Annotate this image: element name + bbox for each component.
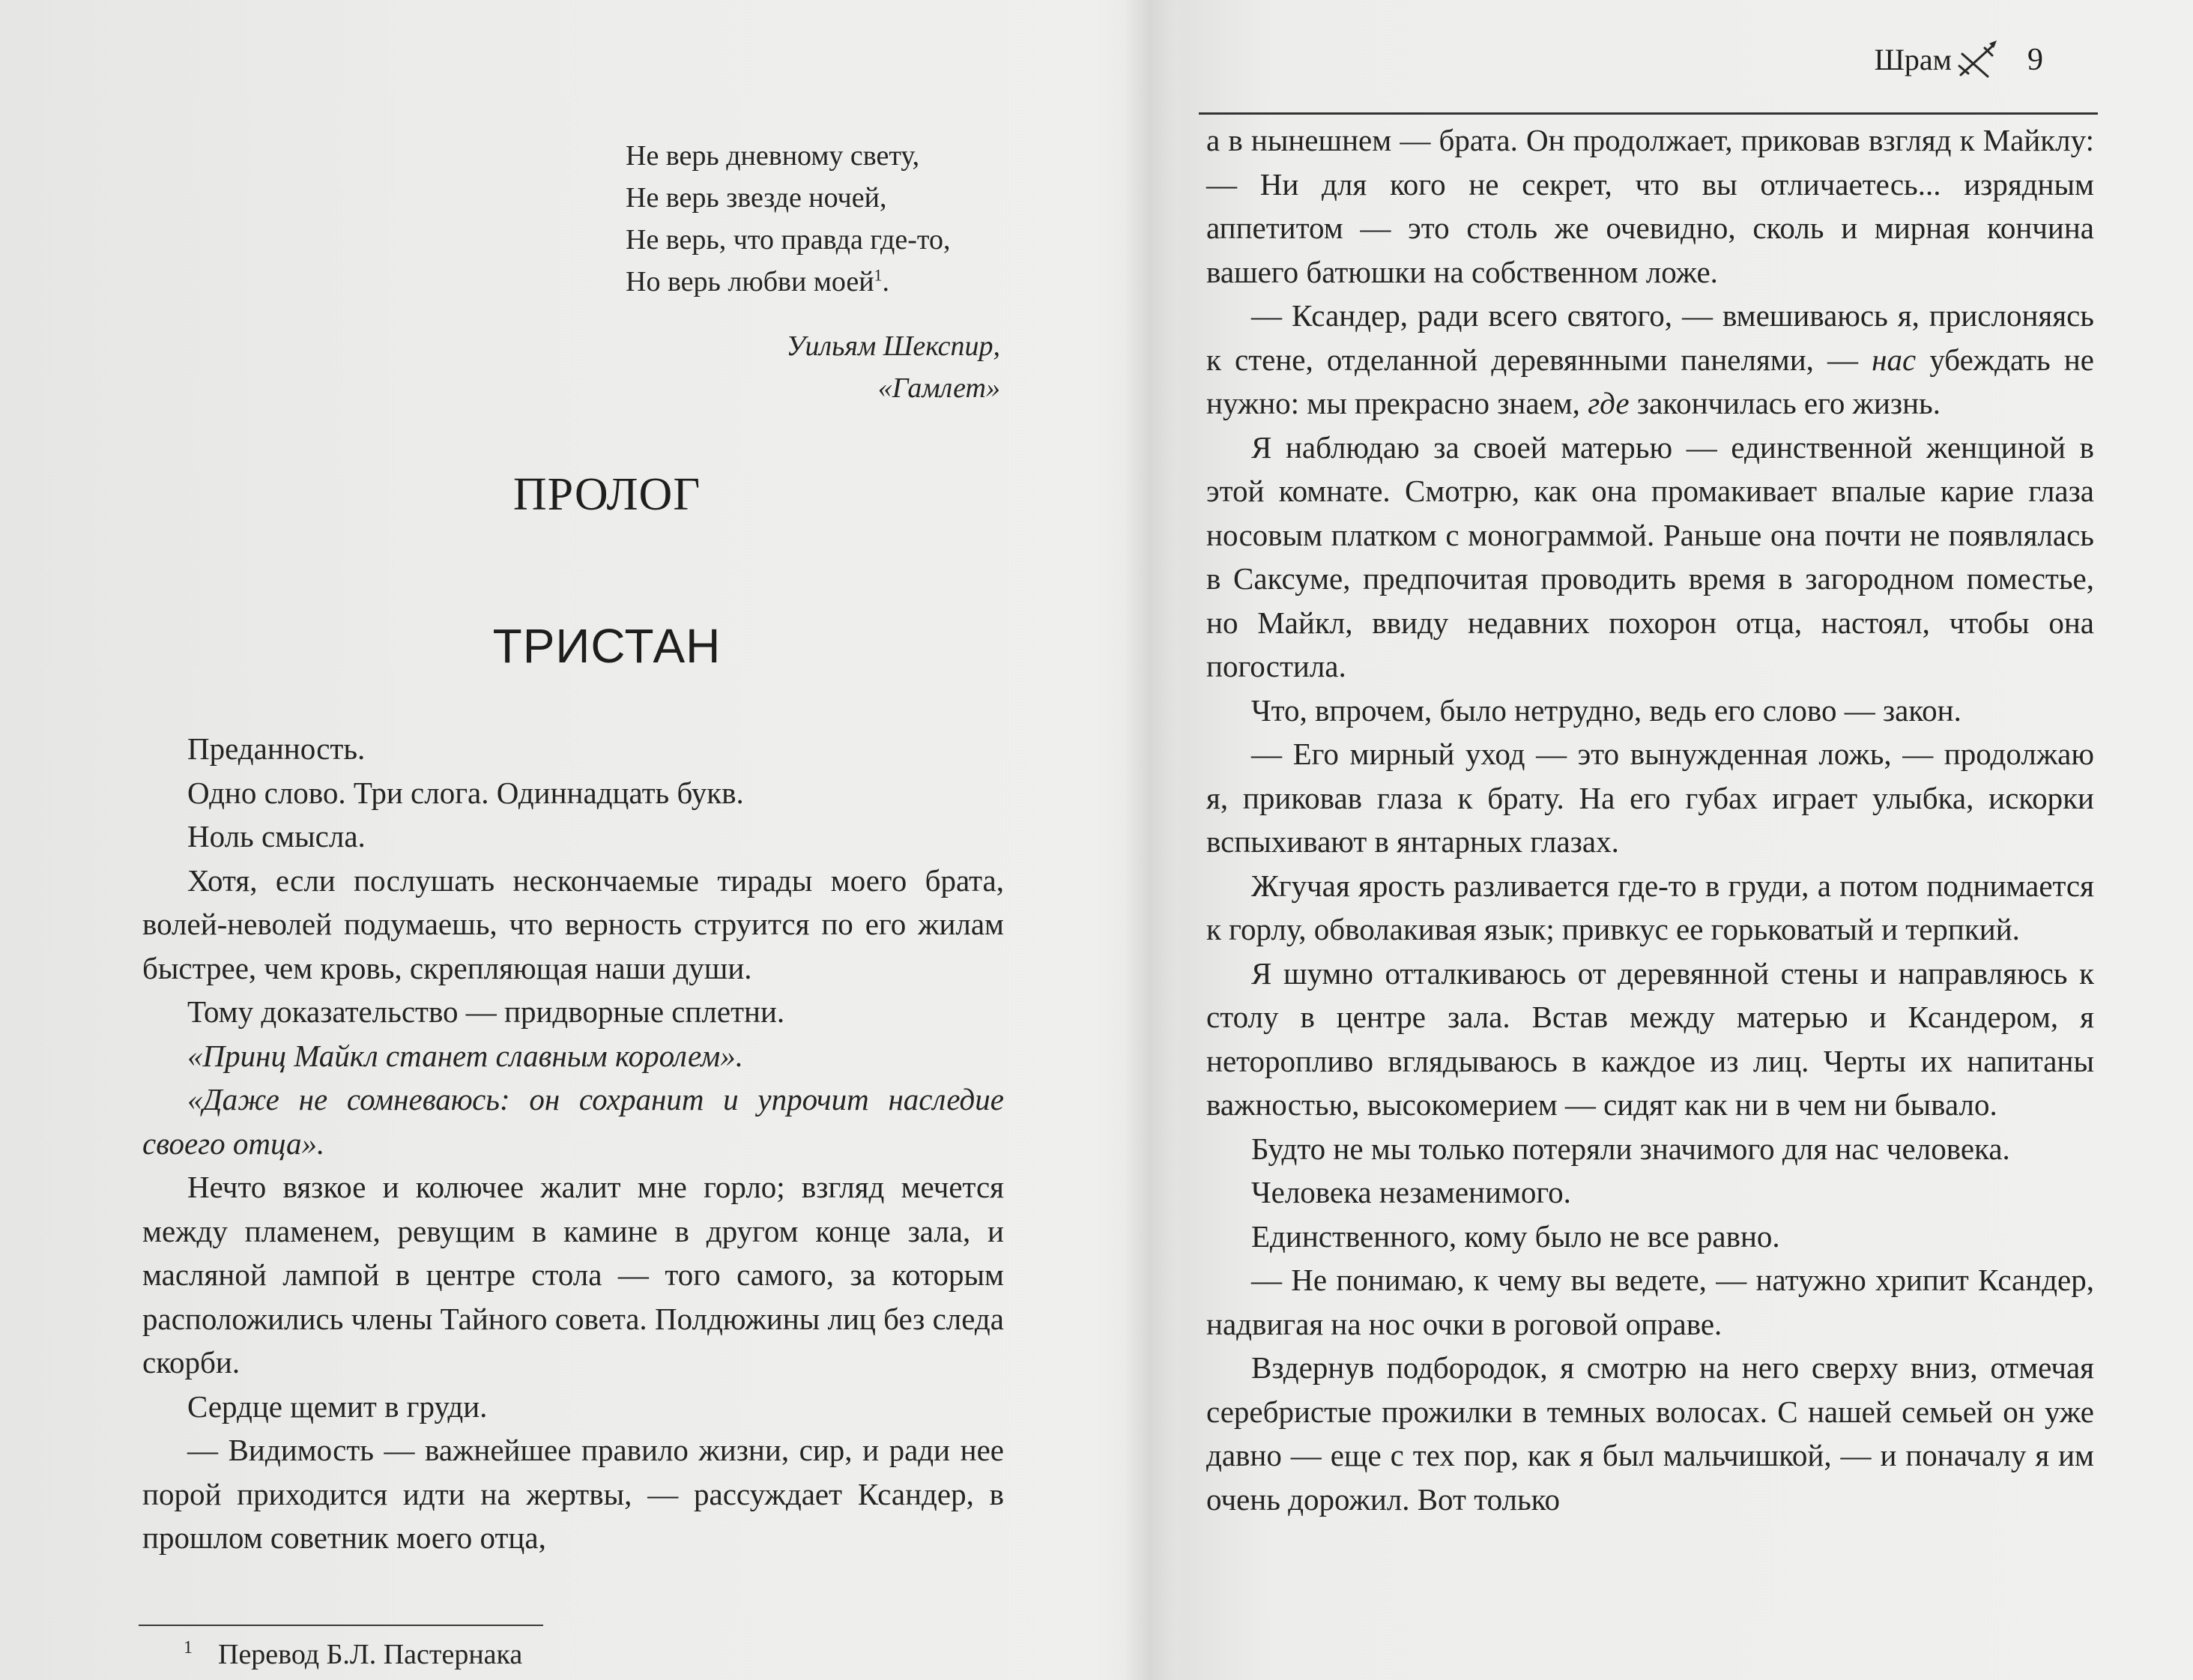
paragraph: — Не понимаю, к чему вы ведете, — натужно хрипит Ксандер, надвигая на нос очки в роговой оправе. (1206, 1263, 2094, 1341)
paragraph: Я наблюдаю за своей матерью — единственной женщиной в этой комнате. Смотрю, как она промакивает впалые карие глаза носовым платком с монограммой. Раньше она почти не появлялась в Саксуме, предпочитая проводить время в загородном поместье, но Майкл, ввиду недавних похорон отца, настоял, чтобы она погостила. (1206, 429, 2094, 683)
paragraph: а в нынешнем — брата. Он продолжает, приковав взгляд к Майклу: — Ни для кого не секрет, что вы отличаетесь... изрядным аппетитом — это столь же очевидно, сколь и мирная кончина вашего батюшки на собственном ложе. (1206, 123, 2094, 289)
epigraph-line: Но верь любви моей$^1$. (626, 265, 890, 297)
footnote (184, 1638, 522, 1671)
paragraph: Что, впрочем, было нетрудно, ведь его слово — закон. (1251, 692, 1961, 728)
header-rule (1199, 112, 2098, 115)
paragraph: Преданность. (187, 731, 366, 766)
emphasis-text: где (1588, 386, 1630, 420)
paragraph-text: убеждать не нужно: мы прекрасно знаем, (1206, 342, 2095, 420)
paragraph-text: закончилась его жизнь. (1629, 386, 1941, 420)
epigraph-work: «Гамлет» (877, 372, 1000, 404)
paragraph: Ноль смысла. (187, 819, 366, 853)
paragraph-quote: «Принц Майкл станет славным королем». (187, 1038, 744, 1073)
epigraph-line-text: Но верь любви моей (626, 266, 874, 297)
paragraph: Нечто вязкое и колючее жалит мне горло; взгляд мечется между пламенем, ревущим в камине в другом конце зала, и масляной лампой в центре стола — того самого, за которым расположились члены Тайного совета. Полдюжины лиц без следа скорби. (142, 1170, 1004, 1380)
paragraph-quote: «Даже не сомневаюсь: он сохранит и упрочит наследие своего отца». (142, 1082, 1004, 1161)
paragraph: Человека незаменимого. (1251, 1175, 1571, 1209)
prologue-title: ПРОЛОГ (512, 469, 701, 520)
paragraph: Одно слово. Три слога. Одиннадцать букв. (187, 775, 744, 810)
paragraph-text: — Ксандер, ради всего святого, — вмешиваюсь я, прислоняясь к стене, отделанной деревянными панелями, — (1206, 298, 2094, 377)
paragraph: Единственного, кому было не все равно. (1251, 1218, 1780, 1254)
paragraph: Тому доказательство — придворные сплетни. (187, 994, 785, 1029)
running-head (1169, 39, 2057, 84)
paragraph: Хотя, если послушать нескончаемые тирады моего брата, волей-неволей подумаешь, что верность струится по его жилам быстрее, чем кровь, скрепляющая наши души. (142, 862, 1004, 985)
footnote-text: Перевод Б.Л. Пастернака (218, 1639, 523, 1670)
footnote-rule (139, 1625, 543, 1626)
epigraph-line: Не верь дневному свету, (626, 140, 920, 172)
right-page-body (1206, 118, 2094, 1521)
emphasis-text: нас (1872, 342, 1917, 377)
epigraph-line: Не верь звезде ночей, (626, 182, 887, 214)
paragraph (1206, 294, 2094, 426)
left-page-body (142, 727, 1004, 1560)
paragraph: — Его мирный уход — это вынужденная ложь, — продолжаю я, приковав глаза к брату. На его губах играет улыбка, искорки вспыхивают в янтарных глазах. (1206, 737, 2094, 859)
paragraph: Жгучая ярость разливается где-то в груди, а потом поднимается к горлу, обволакивая язык; привкус ее горьковатый и терпкий. (1206, 868, 2094, 946)
right-page (1169, 0, 2193, 1680)
footnote-mark: 1 (874, 265, 883, 285)
epigraph-line: Не верь, что правда где-то, (626, 224, 951, 256)
footnote-number: 1 (184, 1638, 193, 1658)
crossed-swords-icon (1955, 39, 2000, 81)
paragraph: Вздернув подбородок, я смотрю на него сверху вниз, отмечая серебристые прожилки в темных волосах. С нашей семьей он уже давно — еще с тех пор, как я был мальчишкой, — и поначалу я им очень дорожил. Вот только (1206, 1350, 2094, 1517)
paragraph: Будто не мы только потеряли значимого для нас человека. (1251, 1131, 2010, 1166)
chapter-title: ТРИСТАН (492, 619, 722, 673)
paragraph: Я шумно отталкиваюсь от деревянной стены и направляюсь к столу в центре зала. Встав между матерью и Ксандером, я неторопливо вглядываюсь в каждое из лиц. Черты их напитаны важностью, высокомерием — сидят как ни в чем ни бывало. (1206, 955, 2094, 1122)
paragraph: Сердце щемит в груди. (187, 1389, 488, 1424)
running-head-title: Шрам (1874, 43, 1952, 76)
epigraph (626, 135, 1000, 409)
page-number: 9 (2027, 43, 2043, 77)
epigraph-attribution (626, 325, 1000, 409)
paragraph: — Видимость — важнейшее правило жизни, сир, и ради нее порой приходится идти на жертвы, — рассуждает Ксандер, в прошлом советник моего отца, (142, 1433, 1004, 1555)
epigraph-author: Уильям Шекспир, (786, 330, 1000, 362)
